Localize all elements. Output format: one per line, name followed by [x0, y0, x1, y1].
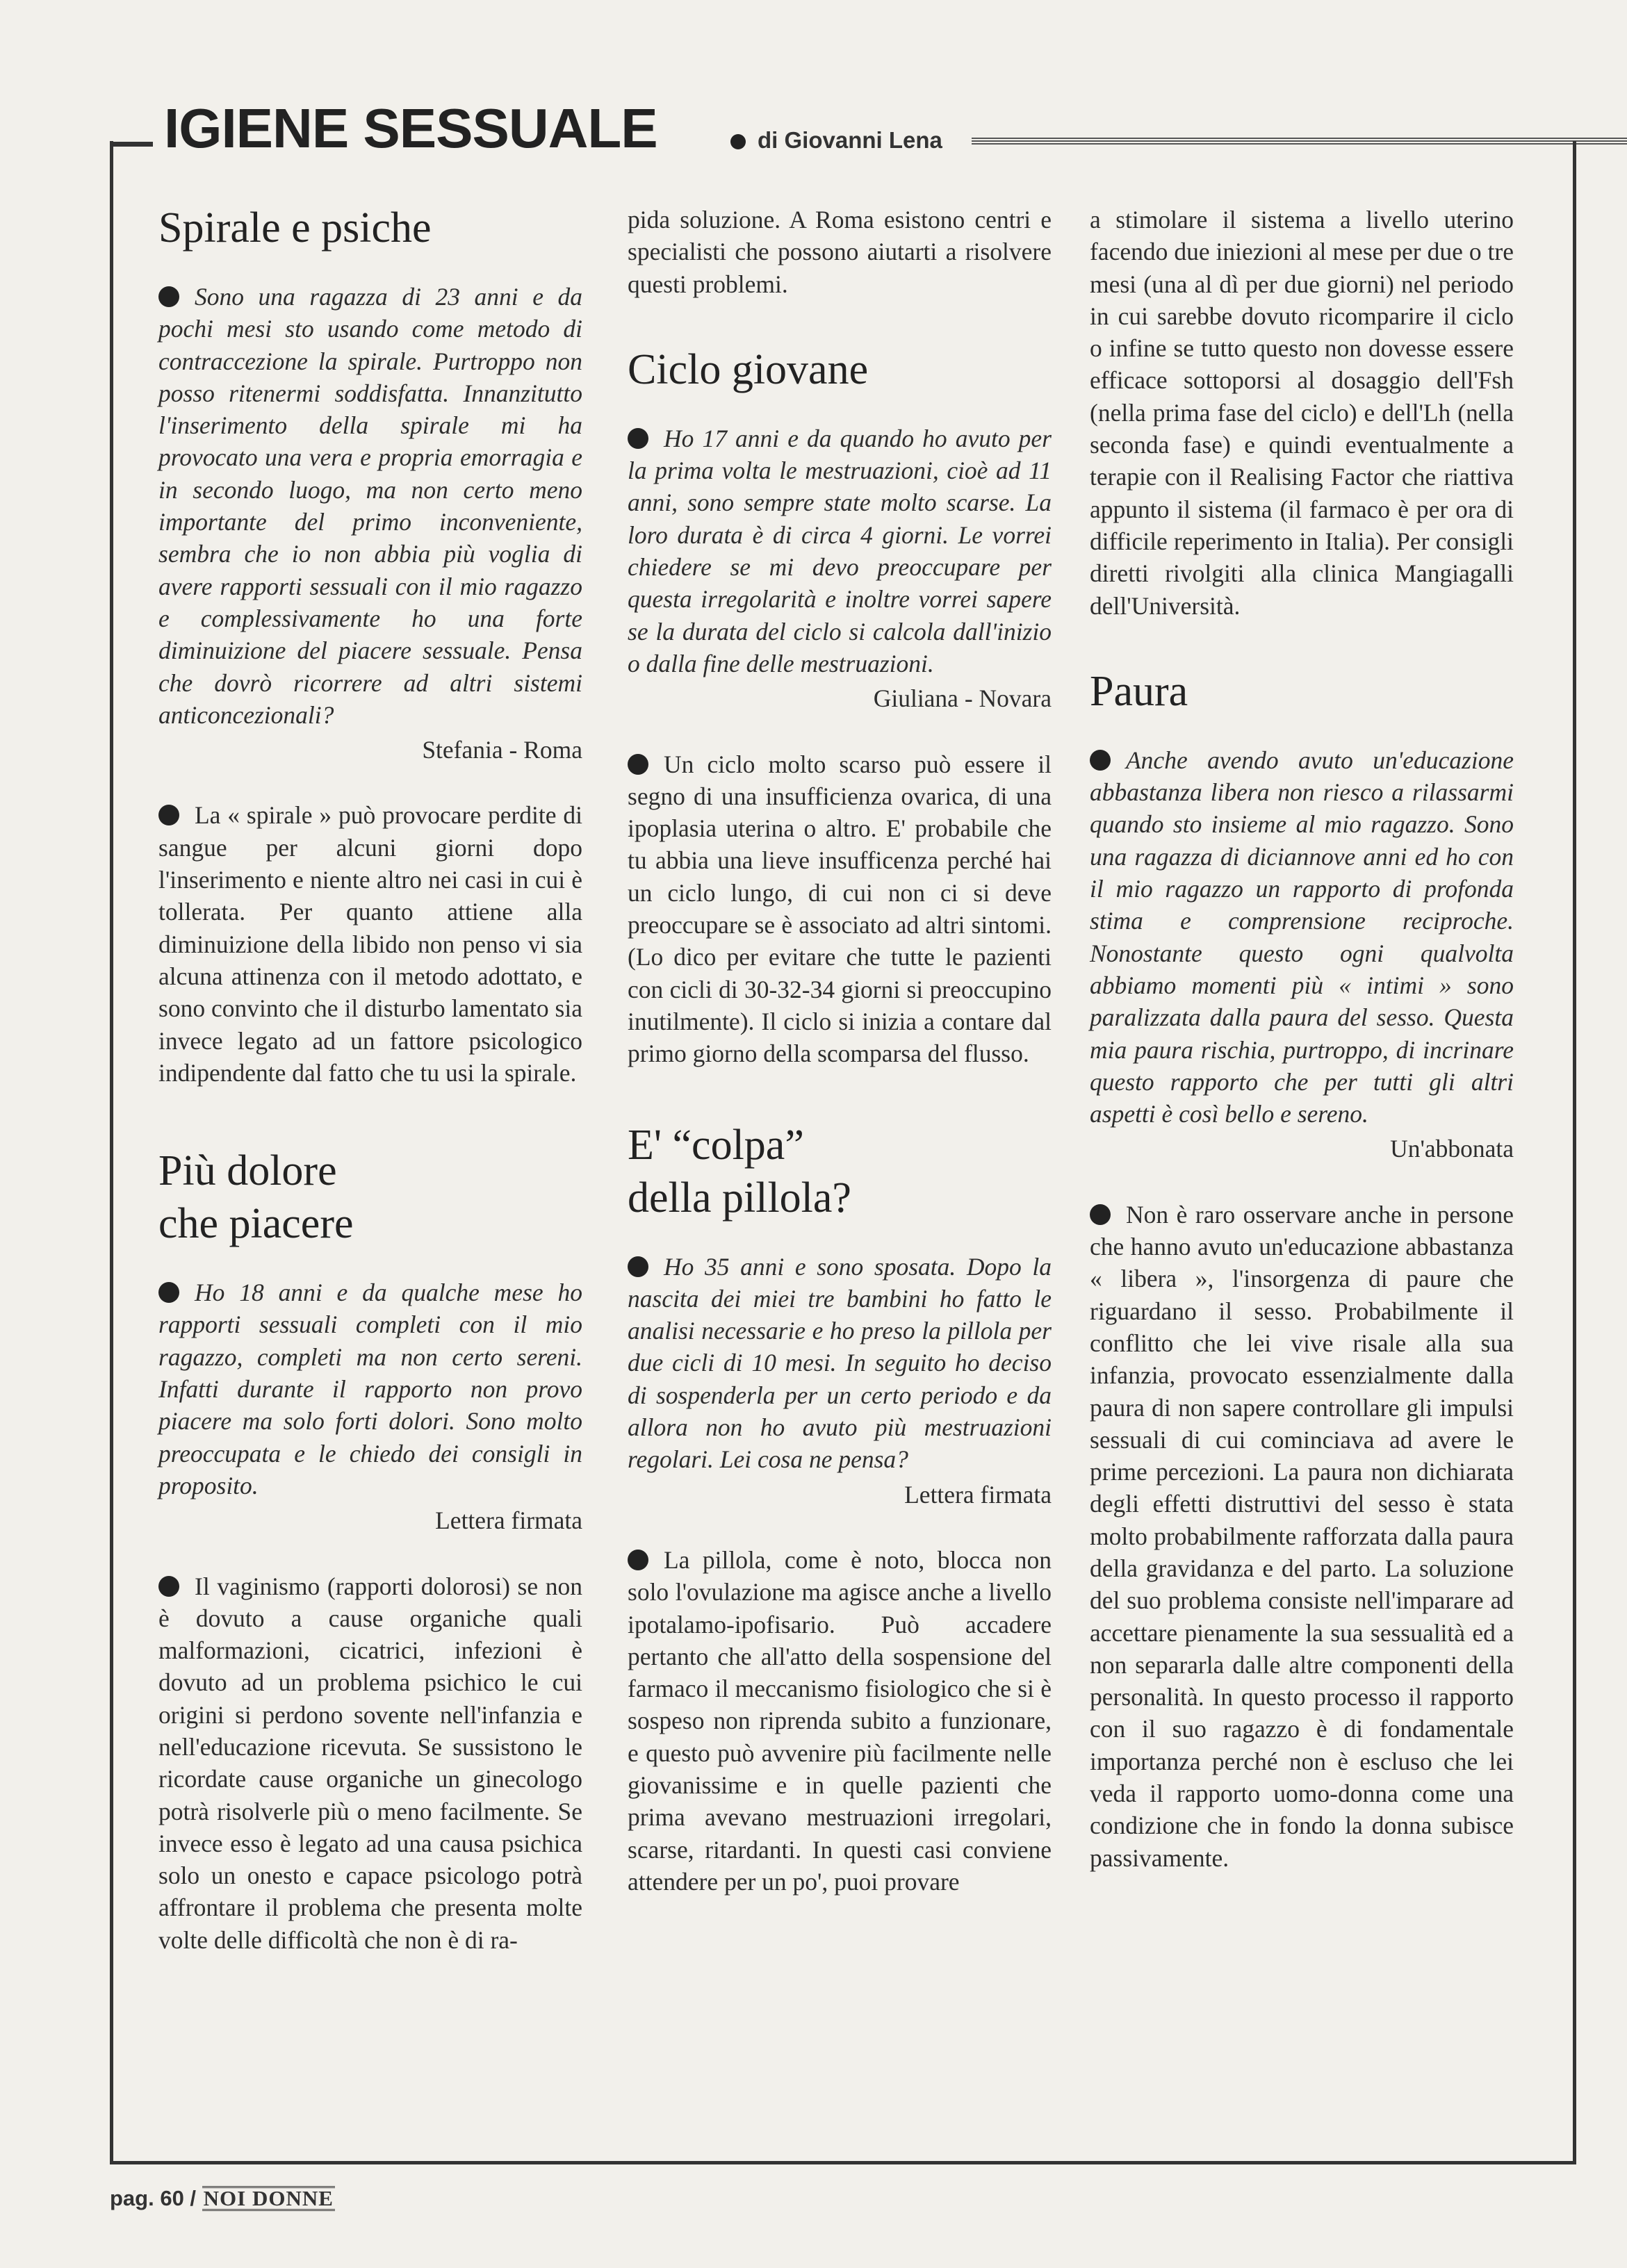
answer-pillola: La pillola, come è noto, blocca non solo l'ovulazione ma agisce anche a livello ipotalamo-ipofisario. Può accadere pertanto che all'atto della sospensione del farmaco il meccanismo fisiologico che si è sospeso non riprenda subito a funzionare, e questo può avvenire più facilmente nelle giovanissime e in quelle pazienti che prima avevano mestruazioni irregolari, scarse, ritardanti. In questi casi conviene attendere per un po', puoi provare: [628, 1545, 1052, 1896]
continued-text: pida soluzione. A Roma esistono centri e specialisti che possono aiutarti a risolvere questi problemi.: [628, 206, 1052, 298]
answer-ciclo: Un ciclo molto scarso può essere il segno di una insufficienza ovarica, di una ipoplasia uterina o altro. E' probabile che tu abbia una lieve insufficenza perché hai un ciclo lungo, di cui non ci si deve preoccupare se è associato ad altri sintomi. (Lo dico per evitare che tutte le pazienti con cicli di 30-32-34 giorni si preoccupino inutilmente). Il ciclo si inizia a contare dal primo giorno della scomparsa del flusso.: [628, 750, 1052, 1068]
magazine-name: NOI DONNE: [203, 2186, 334, 2210]
answer-spirale: La « spirale » può provocare perdite di sangue per alcuni giorni dopo l'inserimento e niente altro nei casi in cui è tollerata. Per quanto attiene alla diminuizione della libido non penso vi sia alcuna attinenza con il metodo adottato, e sono convinto che il disturbo lamentato sia invece legato ad un fattore psicologico indipendente dal fatto che tu usi la spirale.: [158, 801, 582, 1087]
column-2: [628, 204, 1052, 1898]
bullet-dot: [628, 754, 648, 775]
section-title: IGIENE SESSUALE: [164, 97, 657, 159]
bullet-dot: [158, 1282, 179, 1303]
letter-signature: Lettera firmata: [435, 1506, 582, 1535]
heading-paura: Paura: [1090, 667, 1188, 715]
bullet-dot: [1090, 750, 1111, 771]
letter-signature: Un'abbonata: [1390, 1135, 1514, 1163]
answer-dolore: Il vaginismo (rapporti dolorosi) se non è dovuto a cause organiche quali malformazioni, cicatrici, infezioni è dovuto ad un problema psichico le cui origini si perdono sovente nell'infanzia e nell'educazione ricevuta. Se sussistono le ricordate cause organiche un ginecologo potrà risolverle più o meno facilmente. Se invece esso è legato ad una causa psichica solo un onesto e capace psicologo potrà affrontare il problema che presenta molte volte delle difficoltà che non è di ra-: [158, 1572, 582, 1954]
heading-piu-dolore: Più dolore che piacere: [158, 1147, 354, 1248]
letter-pillola: Ho 35 anni e sono sposata. Dopo la nascita dei miei tre bambini ho fatto le analisi necessarie e ho preso la pillola per due cicli di 10 mesi. In seguito ho deciso di sospenderla per un certo periodo e da allora non ho avuto più mestruazioni regolari. Lei cosa ne pensa?: [628, 1252, 1052, 1474]
author-byline: di Giovanni Lena: [758, 127, 942, 153]
heading-colpa-pillola: E' “colpa” della pillola?: [628, 1121, 851, 1222]
letter-signature: Stefania - Roma: [422, 736, 582, 764]
bullet-dot: [158, 286, 179, 307]
letter-signature: Giuliana - Novara: [873, 684, 1052, 713]
continued-text: a stimolare il sistema a livello uterino facendo due iniezioni al mese per due o tre mesi (una al dì per due giorni) nel periodo in cui sarebbe dovuto ricomparire il ciclo o infine se tutto questo non dovesse essere efficace sottoporsi al dosaggio dell'Fsh (nella prima fase del ciclo) e dell'Lh (nella seconda fase) e quindi eventualmente a terapie con il Realising Factor che riattiva appunto il sistema (il farmaco è per ora di difficile reperimento in Italia). Per consigli diretti rivolgiti alla clinica Mangiagalli dell'Università.: [1090, 206, 1514, 620]
heading-spirale-e-psiche: Spirale e psiche: [158, 204, 432, 252]
bullet-dot: [628, 1550, 648, 1570]
column-1: [158, 202, 582, 1956]
bullet-dot: [628, 428, 648, 449]
bullet-dot: [1090, 1204, 1111, 1225]
page-footer: [110, 2185, 335, 2212]
heading-ciclo-giovane: Ciclo giovane: [628, 345, 869, 393]
answer-paura: Non è raro osservare anche in persone che hanno avuto un'educazione abbastanza « libera », l'insorgenza di paure che riguardano il sesso. Probabilmente il conflitto che lei vive risale alla sua infanzia, provocato essenzialmente dalla paura di non sapere controllare gli impulsi sessuali di cui cominciava ad avere le prime percezioni. La paura non dichiarata degli effetti distruttivi del sesso è stata molto probabilmente rafforzata dalla paura della gravidanza e del parto. La soluzione del suo problema consiste nell'imparare ad accettare pienamente la sua sessualità ed a non separarla dalle altre componenti della personalità. In questo processo il rapporto con il suo ragazzo è di fondamentale importanza perché non è escluso che lei veda il rapporto uomo-donna come una condizione che in fondo la donna subisce passivamente.: [1090, 1200, 1514, 1872]
bullet-dot: [628, 1256, 648, 1277]
letter-spirale: Sono una ragazza di 23 anni e da pochi mesi sto usando come metodo di contraccezione la spirale. Purtroppo non posso ritenermi soddisfatta. Innanzitutto l'inserimento della spirale mi ha provocato una vera e propria emorragia e in secondo luogo, ma non certo meno importante del primo inconveniente, sembra che io non abbia più voglia di avere rapporti sessuali con il mio ragazzo e complessivamente ho una forte diminuizione del piacere sessuale. Pensa che dovrò ricorrere ad altri sistemi anticoncezionali?: [158, 283, 582, 729]
letter-signature: Lettera firmata: [904, 1480, 1052, 1509]
letter-dolore: Ho 18 anni e da qualche mese ho rapporti sessuali completi con il mio ragazzo, completi ma non certo sereni. Infatti durante il rapporto non provo piacere ma solo forti dolori. Sono molto preoccupata e le chiedo dei consigli in proposito.: [158, 1279, 582, 1499]
letter-ciclo: Ho 17 anni e da quando ho avuto per la prima volta le mestruazioni, cioè ad 11 anni, sono sempre state molto scarse. La loro durata è di circa 4 giorni. Le vorrei chiedere se mi devo preoccupare per questa irregolarità e inoltre vorrei sapere se la durata del ciclo si calcola dall'inizio o dalla fine delle mestruazioni.: [628, 424, 1052, 677]
bullet-dot: [158, 805, 179, 825]
bullet-dot: [158, 1576, 179, 1597]
page-number: pag. 60 /: [110, 2186, 197, 2210]
column-3: [1090, 204, 1514, 1874]
letter-paura: Anche avendo avuto un'educazione abbastanza libera non riesco a rilassarmi quando sto insieme al mio ragazzo. Sono una ragazza di diciannove anni ed ho con il mio ragazzo un rapporto di profonda stima e comprensione reciproche. Nonostante questo ogni qualvolta abbiamo momenti più « intimi » sono paralizzata dalla paura del sesso. Questa mia paura rischia, purtroppo, di incrinare questo rapporto che per tutti gli altri aspetti è così bello e sereno.: [1090, 746, 1514, 1128]
